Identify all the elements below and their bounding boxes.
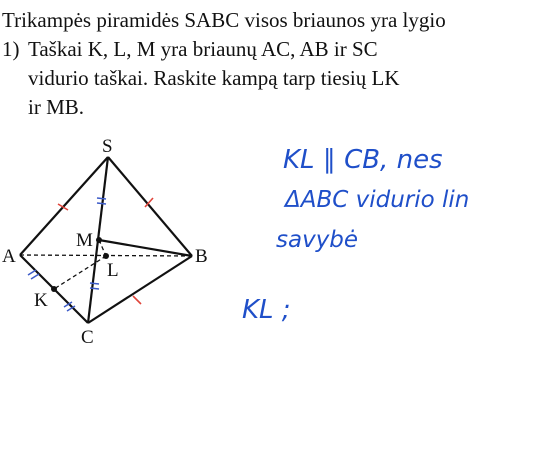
edge-BC (88, 256, 192, 323)
task-text-line-3: ir MB. (28, 95, 85, 119)
handwritten-line-4: KL ; (242, 295, 291, 325)
handwritten-line-2: ΔABC vidurio lin (285, 187, 470, 213)
label-S: S (102, 136, 113, 157)
handwritten-line-1: KL ∥ CB, nes (283, 145, 443, 175)
equal-edge-marks (58, 198, 153, 304)
label-A: A (2, 246, 16, 267)
edge-SB (108, 157, 192, 256)
label-M: M (76, 230, 93, 251)
problem-statement-text: Trikampės piramidės SABC visos briaunos yra lygio (2, 8, 446, 32)
edge-SA (20, 157, 108, 255)
task-text-line-1: Taškai K, L, M yra briaunų AC, AB ir SC (28, 37, 378, 61)
handwritten-line-3: savybė (276, 227, 359, 253)
label-B: B (195, 246, 208, 267)
label-C: C (81, 327, 94, 348)
task-text-line-2: vidurio taškai. Raskite kampą tarp tiesių LK (28, 66, 400, 90)
label-K: K (34, 290, 48, 311)
point-L (103, 253, 109, 259)
segment-MB (99, 240, 192, 256)
point-M (96, 237, 102, 243)
point-K (51, 286, 57, 292)
label-L: L (107, 260, 119, 281)
item-number: 1) (2, 37, 20, 61)
